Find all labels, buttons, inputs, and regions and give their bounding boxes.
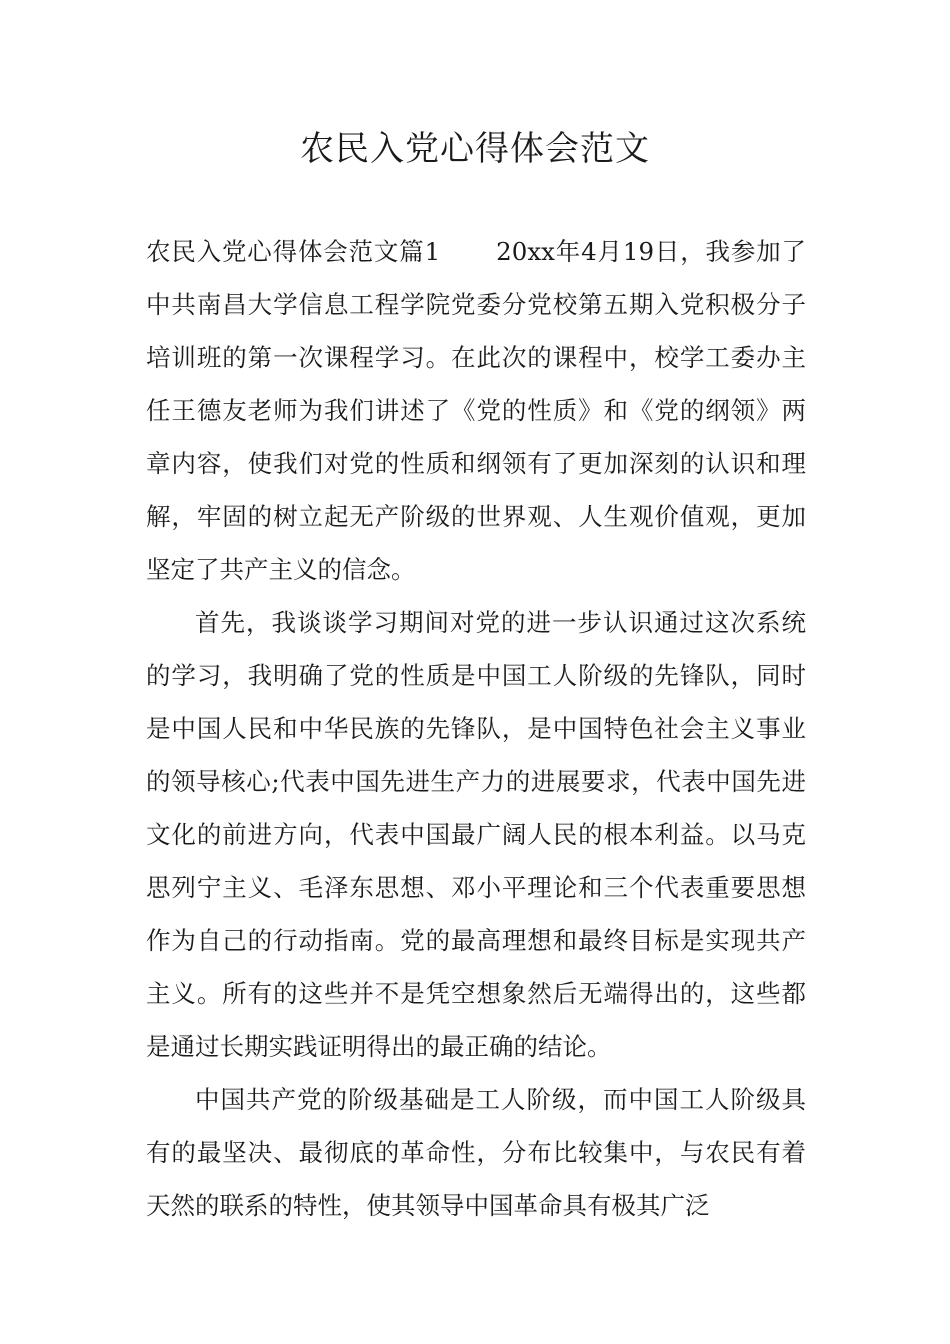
document-title: 农民入党心得体会范文 bbox=[300, 129, 650, 169]
paragraph-1 bbox=[146, 225, 806, 596]
paragraph-2: 首先，我谈谈学习期间对党的进一步认识通过这次系统的学习，我明确了党的性质是中国工人阶级的先锋队，同时是中国人民和中华民族的先锋队，是中国特色社会主义事业的领导核心;代表中国先进生产力的进展要求，代表中国先进文化的前进方向，代表中国最广阔人民的根本利益。以马克思列宁主义、毛泽东思想、邓小平理论和三个代表重要思想作为自己的行动指南。党的最高理想和最终目标是实现共产主义。所有的这些并不是凭空想象然后无端得出的，这些都是通过长期实践证明得出的最正确的结论。 bbox=[146, 608, 806, 1061]
document-body bbox=[146, 225, 806, 1232]
paragraph-3: 中国共产党的阶级基础是工人阶级，而中国工人阶级具有的最坚决、最彻底的革命性，分布比较集中，与农民有着天然的联系的特性，使其领导中国革命具有极其广泛 bbox=[146, 1085, 806, 1220]
section-heading: 农民入党心得体会范文篇1 bbox=[146, 237, 441, 266]
paragraph-1-text: 20xx年4月19日，我参加了中共南昌大学信息工程学院党委分党校第五期入党积极分子培训班的第一次课程学习。在此次的课程中，校学工委办主任王德友老师为我们讲述了《党的性质》和《党的纲领》两章内容，使我们对党的性质和纲领有了更加深刻的认识和理解，牢固的树立起无产阶级的世界观、人生观价值观，更加坚定了共产主义的信念。 bbox=[146, 237, 806, 584]
